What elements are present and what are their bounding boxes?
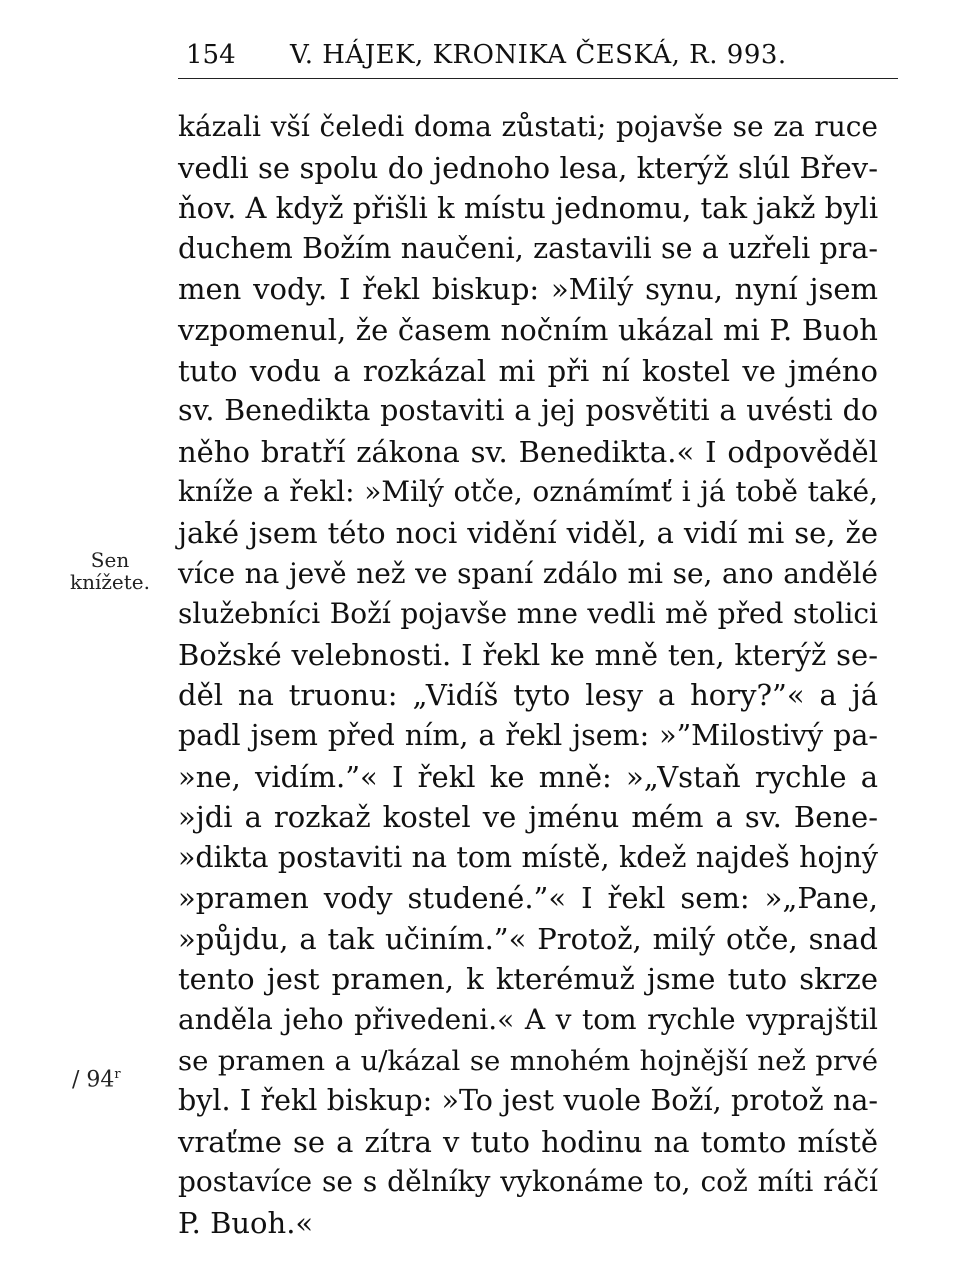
text-line: »dikta postaviti na tom místě, kdež najdeš hojný [178, 840, 878, 874]
folio-side: r [114, 1067, 121, 1082]
text-line: »pramen vody studené.”« I řekl sem: »„Pane, [178, 881, 878, 916]
text-line: služebníci Boží pojavše mne vedli mě před stolici [178, 597, 878, 631]
text-line: kníže a řekl: »Milý otče, oznámímť i já tobě také, [178, 475, 878, 509]
text-line: sv. Benedikta postaviti a jej posvětiti a uvésti do [178, 394, 878, 428]
text-line: men vody. I řekl biskup: »Milý synu, nyní jsem [178, 272, 878, 307]
text-line: tuto vodu a rozkázal mi při ní kostel ve jméno [178, 353, 878, 388]
text-line: kázali vší čeledi doma zůstati; pojavše se za ruce [178, 110, 878, 143]
text-line: vraťme se a zítra v tuto hodinu na tomto místě [178, 1124, 878, 1159]
text-line: Božské velebnosti. I řekl ke mně ten, kterýž se- [178, 637, 878, 672]
text-line: více na jevě než ve spaní zdálo mi se, ano andělé [178, 556, 878, 590]
text-line: jaké jsem této noci vidění viděl, a vidí mi se, že [178, 515, 878, 550]
text-line: vzpomenul, že časem nočním ukázal mi P. Buoh [178, 312, 878, 347]
running-header [178, 38, 898, 79]
folio-number: / 94 [72, 1067, 115, 1093]
text-line: P. Buoh.« [178, 1206, 314, 1241]
text-line: padl jsem před ním, a řekl jsem: »”Milostivý pa- [178, 718, 878, 752]
text-line: byl. I řekl biskup: »To jest vuole Boží, protož na- [178, 1084, 878, 1118]
text-line: tento jest pramen, k kterémuž jsme tuto skrze [178, 962, 878, 997]
text-line: »půjdu, a tak učiním.”« Protož, milý otče, snad [178, 921, 878, 956]
text-line: děl na truonu: „Vidíš tyto lesy a hory?”« a já [178, 678, 878, 713]
margin-note-line: Sen [90, 548, 130, 572]
running-title: V. HÁJEK, KRONIKA ČESKÁ, R. 993. [290, 40, 787, 70]
text-line: »jdi a rozkaž kostel ve jménu mém a sv. Bene- [178, 800, 878, 835]
text-line: »ne, vidím.”« I řekl ke mně: »„Vstaň rychle a [178, 759, 878, 794]
text-line: postavíce se s dělníky vykonáme to, což míti ráčí [178, 1165, 878, 1199]
text-line: ňov. A když přišli k místu jednomu, tak jakž byli [178, 191, 879, 226]
folio-marker [72, 1062, 172, 1093]
text-line: anděla jeho přivedeni.« A v tom rychle vyprajštil [178, 1003, 878, 1037]
body-text [178, 107, 878, 1244]
text-line: vedli se spolu do jednoho lesa, kterýž slúl Břev- [178, 150, 878, 185]
text-line: se pramen a u/kázal se mnohém hojnější než prvé [178, 1044, 878, 1077]
margin-note-sen [60, 549, 160, 593]
text-line: něho bratří zákona sv. Benedikta.« I odpověděl [178, 434, 878, 469]
page-number: 154 [186, 40, 236, 70]
margin-note-line: knížete. [70, 570, 150, 594]
text-line: duchem Božím naučeni, zastavili se a uzřeli pra- [178, 231, 878, 265]
